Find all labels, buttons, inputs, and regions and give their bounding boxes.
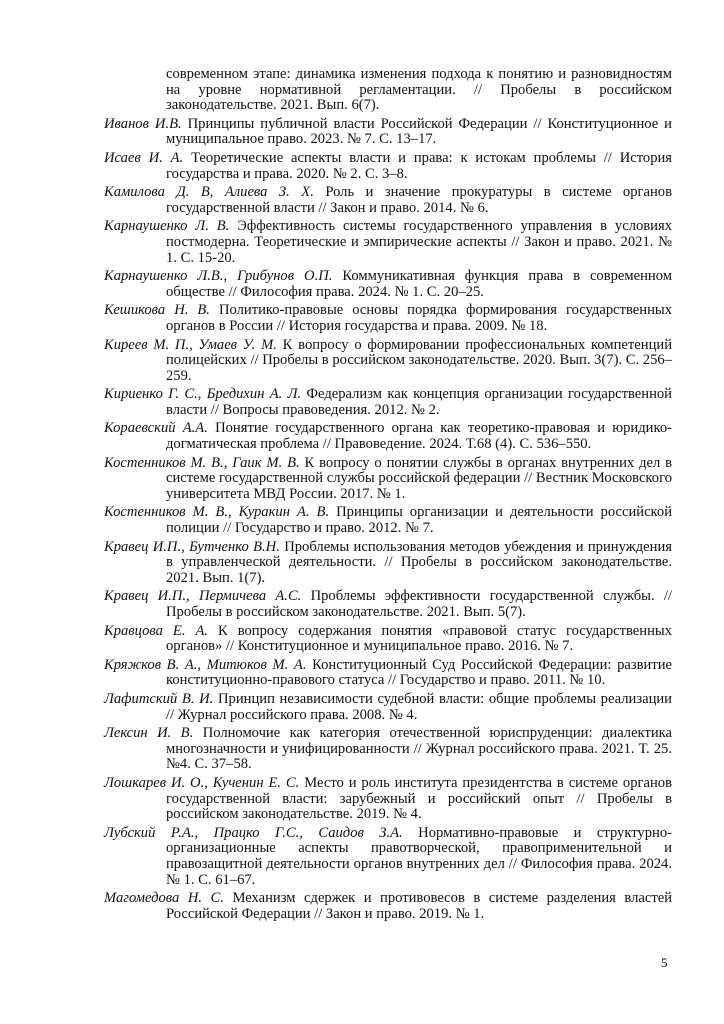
reference-text: Нормативно-правовые и структурно-организационные аспекты правотворческой, правоприменительной и правозащитной деятельности органов внутренних дел // Философия права. 2024. № 1. С. 61–67.	[166, 824, 672, 888]
reference-item	[104, 303, 672, 334]
reference-text: К вопросу о формировании профессиональных компетенций полицейских // Пробелы в российском законодательстве. 2020. Вып. 3(7). С. 256–259.	[166, 336, 673, 384]
reference-text: Принципы организации и деятельности российской полиции // Государство и право. 2012. № 7.	[166, 504, 672, 537]
reference-authors: Кравец И.П., Пермичева А.С.	[104, 588, 302, 605]
reference-item	[104, 387, 672, 418]
reference-authors: Кравцова Е. А.	[104, 622, 209, 639]
reference-item	[104, 151, 672, 182]
reference-item	[104, 269, 672, 300]
reference-text: Конституционный Суд Российской Федерации: развитие конституционно-правового статуса // Государство и право. 2011. № 10.	[166, 656, 672, 689]
reference-text: Механизм сдержек и противовесов в системе разделения властей Российской Федерации // Закон и право. 2019. № 1.	[166, 890, 673, 922]
reference-authors: Кравец И.П., Бутченко В.Н.	[104, 538, 280, 555]
reference-authors: Магомедова Н. С.	[104, 890, 224, 907]
reference-item	[104, 117, 672, 148]
reference-item	[104, 826, 672, 888]
reference-authors: Кешикова Н. В.	[104, 302, 210, 319]
reference-item	[104, 185, 672, 216]
reference-text: К вопросу о понятии службы в органах внутренних дел в системе государственной службы российской федерации // Вестник Московского университета МВД России. 2017. № 1.	[166, 454, 673, 502]
reference-item	[104, 338, 672, 385]
reference-text: Место и роль института президентства в системе органов государственной власти: зарубежный и российский опыт // Пробелы в российском законодательстве. 2019. № 4.	[166, 774, 672, 823]
reference-authors: Кириенко Г. С., Бредихин А. Л.	[104, 386, 302, 403]
reference-text: Эффективность системы государственного управления в условиях постмодерна. Теоретические и эмпирические аспекты // Закон и право. 2021. № 1. С. 15-20.	[166, 218, 672, 266]
reference-text: Политико-правовые основы порядка формирования государственных органов в России // История государства и права. 2009. № 18.	[166, 302, 672, 334]
reference-text: Проблемы эффективности государственной службы. // Пробелы в российском законодательстве. 2021. Вып. 5(7).	[166, 588, 672, 620]
page-number: 5	[661, 955, 668, 970]
reference-item	[104, 692, 672, 723]
reference-text: Коммуникативная функция права в современном обществе // Философия права. 2024. № 1. С. 20–25.	[166, 268, 672, 300]
reference-authors: Киреев М. П., Умаев У. М.	[104, 336, 277, 353]
reference-text: Принцип независимости судебной власти: общие проблемы реализации // Журнал российского права. 2008. № 4.	[166, 690, 672, 723]
reference-item	[104, 624, 672, 655]
reference-text: Теоретические аспекты власти и права: к истокам проблемы // История государства и права. 2020. № 2. С. 3–8.	[166, 149, 673, 182]
reference-item	[104, 456, 672, 503]
reference-list	[104, 67, 672, 925]
reference-authors: Кораевский А.А.	[104, 420, 208, 437]
reference-item	[104, 505, 672, 536]
reference-text: Роль и значение прокуратуры в системе органов государственной власти // Закон и право. 2014. № 6.	[166, 184, 672, 216]
reference-authors: Лафитский В. И.	[104, 690, 214, 707]
reference-authors: Карнаушенко Л. В.	[104, 218, 230, 235]
reference-authors: Карнаушенко Л.В., Грибунов О.П.	[104, 268, 333, 285]
reference-authors: Костенников М. В., Куракин А. В.	[104, 504, 330, 521]
reference-authors: Лексин И. В.	[104, 725, 194, 742]
reference-authors: Костенников М. В., Гаик М. В.	[104, 454, 300, 471]
reference-item	[104, 891, 672, 922]
reference-authors: Исаев И. А.	[104, 149, 184, 166]
reference-authors: Иванов И.В.	[104, 115, 182, 132]
reference-item	[104, 219, 672, 266]
reference-continuation: современном этапе: динамика изменения подхода к понятию и разновидностям на уровне нормативной регламентации. // Пробелы в российском законодательстве. 2021. Вып. 6(7).	[166, 66, 672, 114]
reference-item	[104, 776, 672, 823]
reference-text: Проблемы использования методов убеждения и принуждения в управленческой деятельности. // Пробелы в российском законодательстве. 2021. Вып. 1(7).	[166, 538, 672, 586]
reference-text: Понятие государственного органа как теоретико-правовая и юридико-догматическая проблема // Правоведение. 2024. Т.68 (4). С. 536–550.	[166, 420, 672, 453]
reference-authors: Кряжков В. А., Митюков М. А.	[104, 656, 307, 673]
reference-item	[104, 540, 672, 587]
reference-text: Федерализм как концепция организации государственной власти // Вопросы правоведения. 2012. № 2.	[166, 386, 672, 418]
reference-authors: Камилова Д. В, Алиева З. Х.	[104, 184, 314, 201]
reference-item	[104, 658, 672, 689]
reference-authors: Лубский Р.А., Працко Г.С., Саидов З.А.	[104, 824, 403, 841]
reference-item	[104, 589, 672, 620]
reference-text: Принципы публичной власти Российской Федерации // Конституционное и муниципальное право. 2023. № 7. С. 13–17.	[166, 115, 672, 148]
reference-text: К вопросу содержания понятия «правовой статус государственных органов» // Конституционное и муниципальное право. 2016. № 7.	[166, 622, 672, 655]
reference-text: Полномочие как категория отечественной юриспруденции: диалектика многозначности и унифицированности // Журнал российского права. 2021. Т. 25. №4. С. 37–58.	[166, 725, 672, 773]
reference-item	[104, 421, 672, 452]
reference-authors: Лошкарев И. О., Кученин Е. С.	[104, 774, 300, 791]
reference-item	[104, 726, 672, 773]
